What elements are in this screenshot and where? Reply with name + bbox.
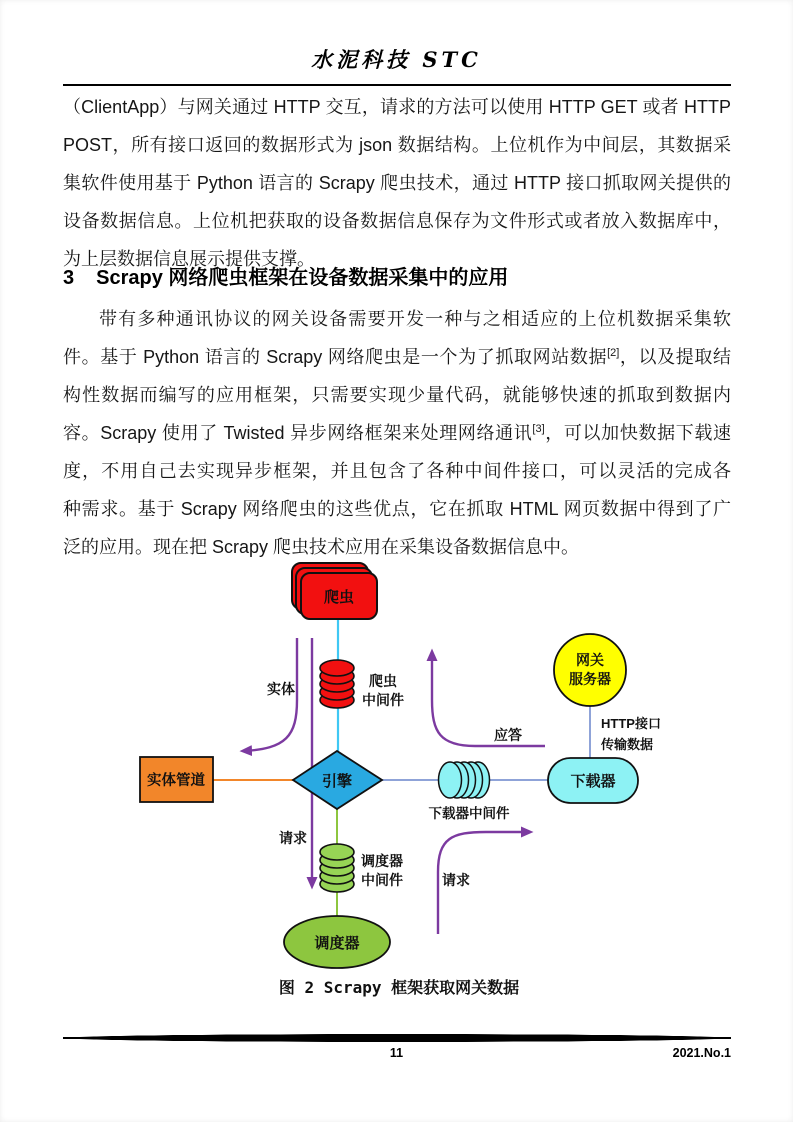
text-line: 设备数据信息。上位机把获取的设备数据信息保存为文件形式或者放入数据库中，: [63, 211, 731, 231]
engine-node: [293, 751, 382, 809]
text-line: 为上层数据信息展示提供支撑。: [63, 249, 315, 269]
gateway-server-node: [554, 634, 626, 706]
scheduler-node: [284, 916, 390, 968]
section-title: Scrapy 网络爬虫框架在设备数据采集中的应用: [96, 267, 509, 289]
header-rule: [63, 84, 731, 86]
text-line: POST，所有接口返回的数据形式为 json 数据结构。上位机作为中间层，其数据采: [63, 135, 731, 155]
item-pipeline-node: [140, 757, 213, 802]
request-right-edge-label: 请求: [442, 872, 470, 888]
text-line: 度，不用自己去实现异步框架，并且包含了各种中间件接口，可以灵活的完成各: [63, 461, 731, 481]
http-edge-label-1: HTTP接口: [601, 716, 661, 731]
response-edge-label: 应答: [494, 727, 522, 743]
scheduler-mw-disk: [320, 844, 354, 860]
journal-title: 水泥科技 STC: [311, 47, 482, 72]
gateway-label-1: 网关: [576, 652, 604, 668]
spider-node: [292, 563, 377, 619]
engine-label: 引擎: [321, 773, 353, 790]
spider-mw-label-2: 中间件: [362, 692, 404, 708]
text-line: 泛的应用。现在把 Scrapy 爬虫技术应用在采集设备数据信息中。: [63, 537, 580, 557]
request-left-edge-label: 请求: [279, 830, 307, 846]
text-line: 种需求。基于 Scrapy 网络爬虫的这些优点，它在抓取 HTML 网页数据中得到了广: [63, 499, 731, 519]
downloader-mw-label: 下载器中间件: [428, 806, 510, 821]
text-line: （ClientApp）与网关通过 HTTP 交互，请求的方法可以使用 HTTP GET 或者 HTTP: [63, 97, 731, 117]
downloader-mw-disk: [439, 762, 462, 798]
arrow-response: [432, 652, 545, 746]
spider-mw-label-1: 爬虫: [369, 673, 397, 689]
issue-label: 2021.No.1: [672, 1046, 731, 1060]
scheduler-label: 调度器: [314, 935, 360, 952]
text-line: 集软件使用基于 Python 语言的 Scrapy 爬虫技术，通过 HTTP 接口抓取网关提供的: [63, 173, 731, 193]
page-number: 11: [389, 1046, 404, 1060]
section-number: 3: [63, 267, 75, 289]
downloader-label: 下载器: [570, 773, 616, 790]
footer-rule: [63, 1034, 731, 1042]
paragraph-2: [63, 300, 731, 566]
text-line: 容。Scrapy 使用了 Twisted 异步网络框架来处理网络通讯[3]，可以加快数据下载速: [63, 423, 732, 443]
spider-middleware-node: [320, 660, 404, 708]
citation-superscript: [3]: [532, 423, 545, 435]
scheduler-middleware-node: [320, 844, 403, 892]
citation-superscript: [2]: [607, 347, 620, 359]
text-line: 带有多种通讯协议的网关设备需要开发一种与之相适应的上位机数据采集软: [99, 309, 731, 329]
scheduler-mw-label-1: 调度器: [361, 853, 403, 869]
paragraph-1: [63, 88, 731, 278]
scrapy-framework-diagram: [0, 558, 793, 1010]
entity-edge-label: 实体: [267, 681, 295, 697]
section-heading: [63, 261, 731, 295]
http-edge-label-2: 传输数据: [601, 737, 654, 752]
item-pipeline-label: 实体管道: [147, 773, 205, 789]
text-line: 件。基于 Python 语言的 Scrapy 网络爬虫是一个为了抓取网站数据[2]，以及提取结: [63, 347, 732, 367]
figure-caption: 图 2 Scrapy 框架获取网关数据: [278, 978, 520, 997]
spider-label: 爬虫: [323, 589, 355, 606]
gateway-circle: [554, 634, 626, 706]
downloader-middleware-node: [429, 762, 510, 821]
downloader-node: [548, 758, 638, 803]
gateway-label-2: 服务器: [569, 671, 611, 687]
spider-mw-disk: [320, 660, 354, 676]
text-line: 构性数据而编写的应用框架，只需要实现少量代码，就能够快速的抓取到数据内: [63, 385, 731, 405]
scheduler-mw-label-2: 中间件: [361, 872, 403, 888]
